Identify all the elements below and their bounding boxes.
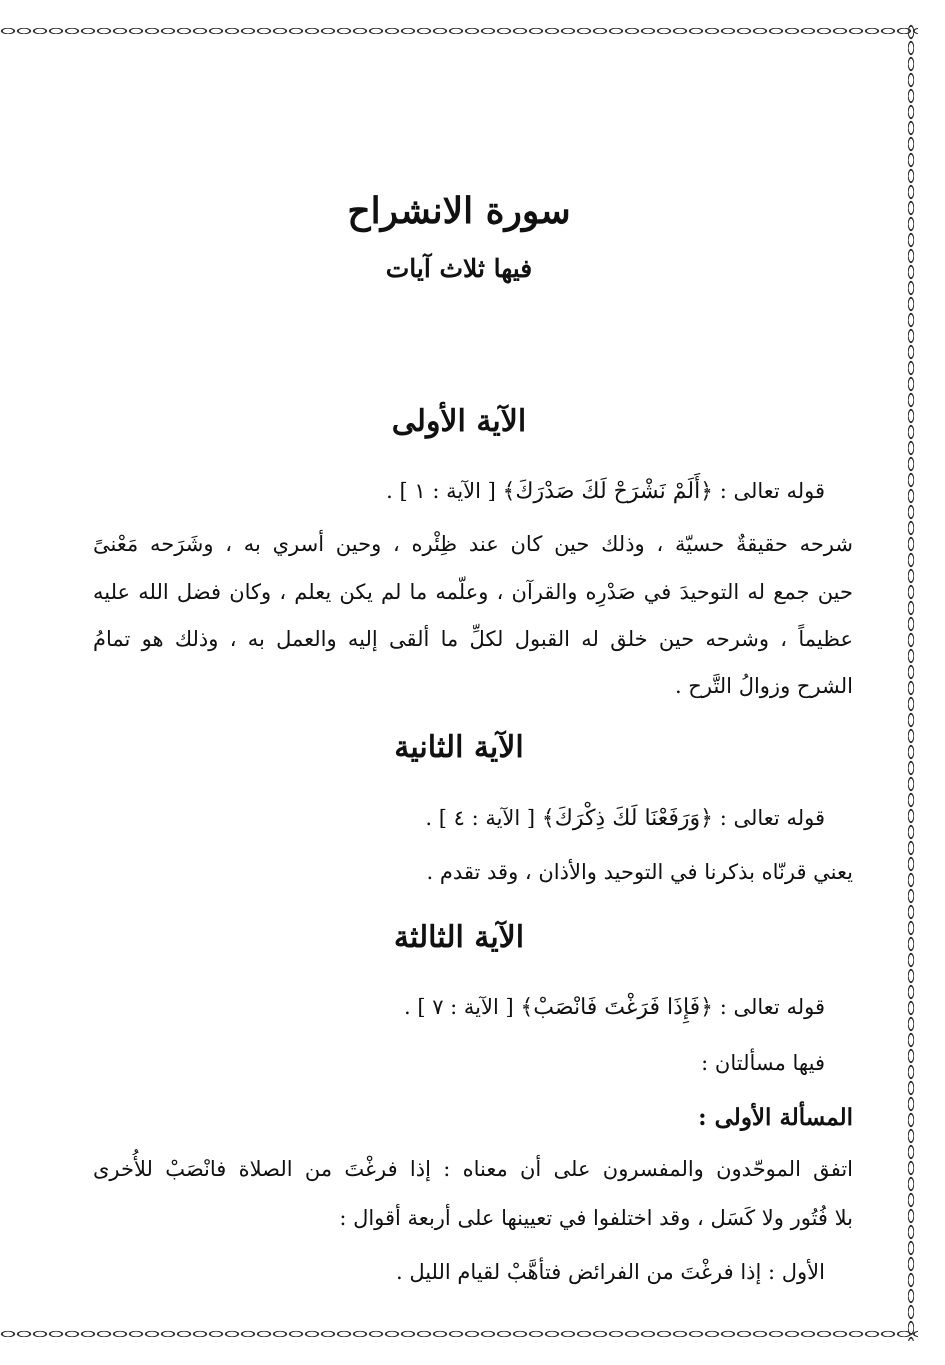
ayah2-quote: ﴿وَرَفَعْنَا لَكَ ذِكْرَكَ﴾	[541, 806, 714, 831]
surah-subtitle: فيها ثلاث آيات	[385, 254, 533, 283]
ayah1-line-2: حين جمع له التوحيدَ في صَدْرِه والقرآن ، وعلّمه ما لم يكن يعلم ، وكان فضل الله عليه	[93, 580, 853, 604]
issue1-line-3: الأول : إذا فرغْتَ من الفرائض فتأهَّبْ لقيام الليل .	[395, 1260, 825, 1284]
ayah1-quote: ﴿أَلَمْ نَشْرَحْ لَكَ صَدْرَكَ﴾	[502, 479, 714, 504]
ayah1-ref: [ الآية : ١ ] .	[386, 479, 503, 503]
ayah3-quote-line	[404, 995, 825, 1020]
ayah2-heading: الآية الثانية	[394, 730, 524, 765]
ayah3-ref: [ الآية : ٧ ] .	[404, 995, 521, 1019]
ayah3-intro: قوله تعالى :	[713, 995, 825, 1019]
ayah3-issues-intro: فيها مسألتان :	[701, 1051, 825, 1075]
ayah1-heading: الآية الأولى	[391, 404, 527, 439]
ayah1-line-4: الشرح وزوالُ التَّرح .	[674, 674, 853, 698]
ayah3-heading: الآية الثالثة	[393, 920, 525, 955]
ayah2-intro: قوله تعالى :	[713, 806, 825, 830]
surah-title: سورة الانشراح	[347, 190, 571, 232]
issue1-heading: المسألة الأولى :	[698, 1104, 853, 1131]
ayah1-line-3: عظيماً ، وشرحه حين خلق له القبول لكلِّ ما ألقى إليه والعمل به ، وذلك هو تمامُ	[93, 627, 853, 651]
ayah2-ref: [ الآية : ٤ ] .	[425, 806, 542, 830]
ayah1-quote-line	[386, 479, 825, 504]
ayah2-quote-line	[425, 806, 825, 831]
issue1-line-1: اتفق الموحّدون والمفسرون على أن معناه : إذا فرغْتَ من الصلاة فانْصَبْ للأُخرى	[93, 1157, 853, 1181]
issue1-line-2: بلا فُتُور ولا كَسَل ، وقد اختلفوا في تعيينها على أربعة أقوال :	[339, 1206, 853, 1230]
ayah3-quote: ﴿فَإِذَا فَرَغْتَ فَانْصَبْ﴾	[520, 995, 714, 1020]
ayah1-intro: قوله تعالى :	[713, 479, 825, 503]
ayah1-line-1: شرحه حقيقةٌ حسيّة ، وذلك حين كان عند ظِئْره ، وحين أسري به ، وشَرَحه مَعْنىً	[93, 532, 853, 556]
ayah2-line: يعني قرنّاه بذكرنا في التوحيد والأذان ، وقد تقدم .	[426, 860, 853, 884]
